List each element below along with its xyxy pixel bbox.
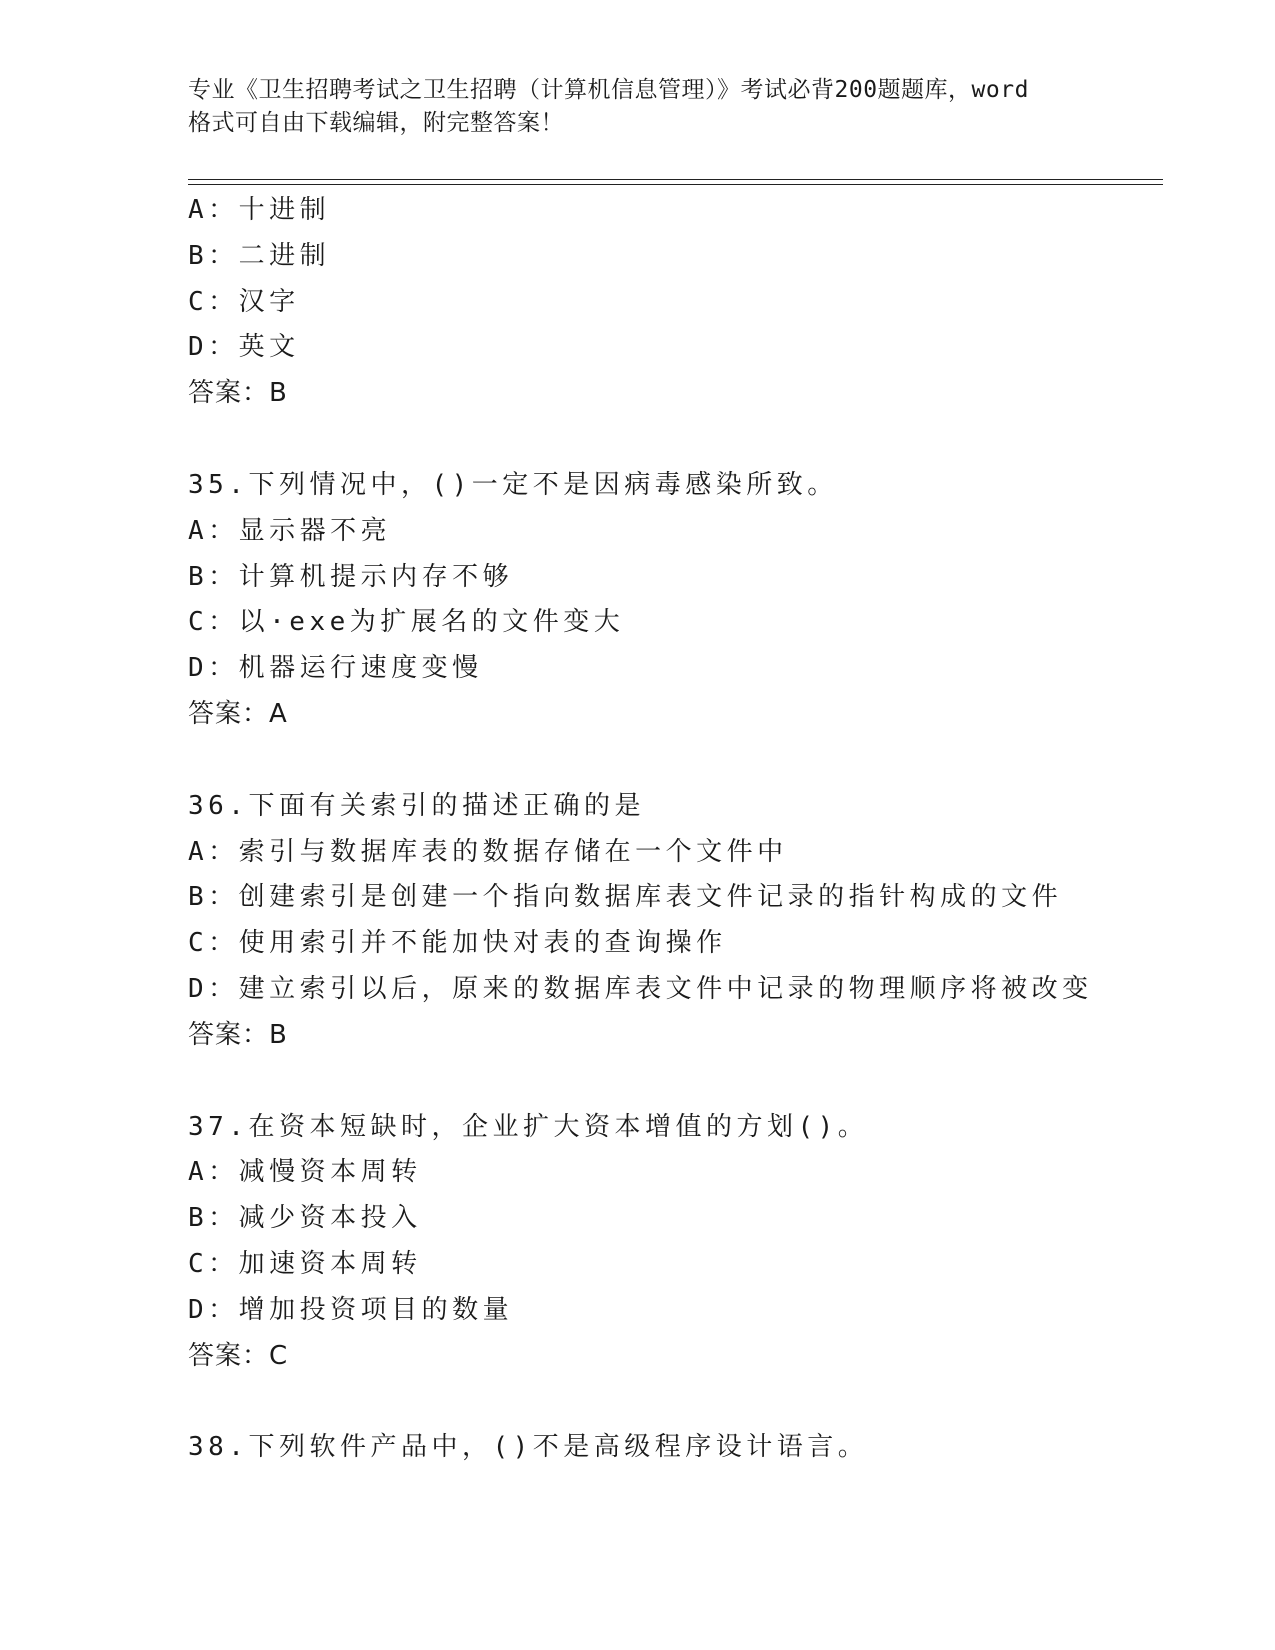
header-title-line-1: 专业《卫生招聘考试之卫生招聘（计算机信息管理）》考试必背200题题库，word <box>188 77 1029 103</box>
question-text: 38.下列软件产品中，()不是高级程序设计语言。 <box>188 1432 869 1463</box>
answer-line: 答案：B <box>188 378 288 409</box>
spacer <box>188 738 1188 784</box>
spacer <box>188 417 1188 463</box>
option-a: A：减慢资本周转 <box>188 1157 422 1188</box>
question-block-36 <box>188 784 1188 1059</box>
option-a: A：显示器不亮 <box>188 515 392 546</box>
option-d: D：增加投资项目的数量 <box>188 1294 514 1325</box>
option-b: B：减少资本投入 <box>188 1203 422 1234</box>
question-block-37 <box>188 1105 1188 1380</box>
option-b: B：计算机提示内存不够 <box>188 561 514 592</box>
answer-line: 答案：C <box>188 1340 289 1371</box>
answer-line: 答案：B <box>188 1019 288 1050</box>
question-block-38 <box>188 1425 1188 1471</box>
option-a: A：十进制 <box>188 195 331 225</box>
question-text: 35.下列情况中，()一定不是因病毒感染所致。 <box>188 469 838 500</box>
option-c: C：以·exe为扩展名的文件变大 <box>188 607 625 638</box>
option-c: C：汉字 <box>188 286 300 317</box>
option-c: C：加速资本周转 <box>188 1248 422 1279</box>
answer-line: 答案：A <box>188 698 288 729</box>
option-b: B：二进制 <box>188 240 331 271</box>
option-d: D：机器运行速度变慢 <box>188 653 483 684</box>
option-d: D：建立索引以后，原来的数据库表文件中记录的物理顺序将被改变 <box>188 973 1093 1004</box>
option-b: B：创建索引是创建一个指向数据库表文件记录的指针构成的文件 <box>188 882 1063 913</box>
header-divider-bottom <box>188 184 1163 185</box>
header-title-line-2: 格式可自由下载编辑，附完整答案！ <box>188 110 564 136</box>
question-text: 37.在资本短缺时，企业扩大资本增值的方划()。 <box>188 1111 869 1142</box>
spacer <box>188 1379 1188 1425</box>
document-header <box>188 74 1088 140</box>
option-a: A：索引与数据库表的数据存储在一个文件中 <box>188 836 788 867</box>
spacer <box>188 1059 1188 1105</box>
option-d: D：英文 <box>188 332 300 363</box>
option-c: C：使用索引并不能加快对表的查询操作 <box>188 928 727 959</box>
question-list <box>188 188 1188 1471</box>
question-block-35 <box>188 463 1188 738</box>
header-divider-top <box>188 179 1163 180</box>
question-text: 36.下面有关索引的描述正确的是 <box>188 790 645 821</box>
question-block-34 <box>188 188 1188 417</box>
